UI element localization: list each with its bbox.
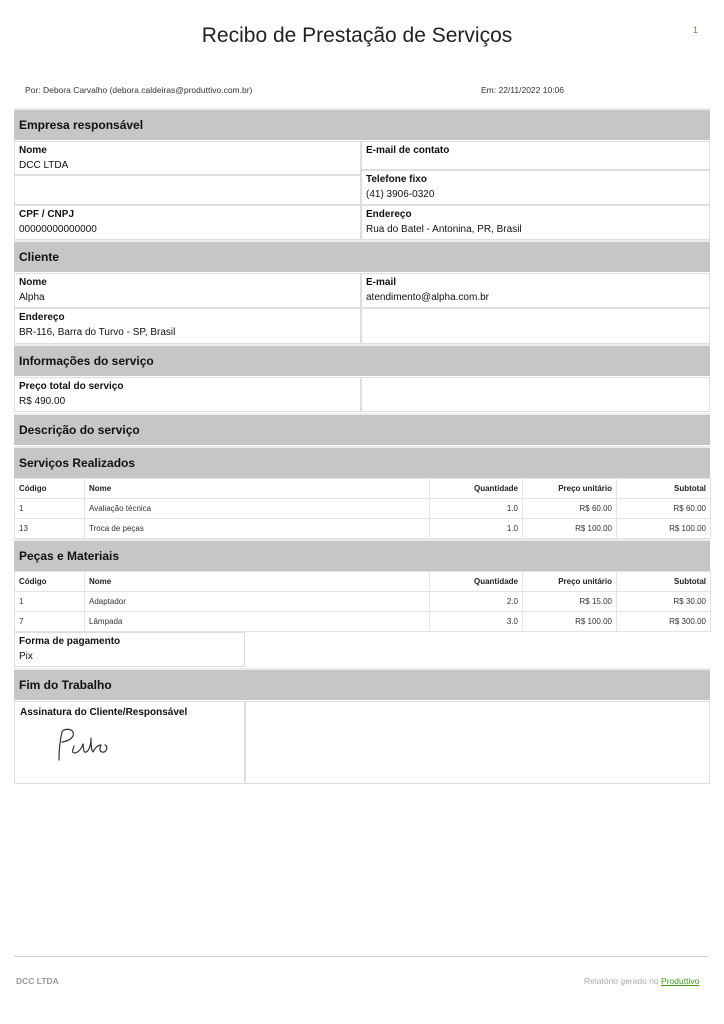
payment-label: Forma de pagamento <box>19 636 121 647</box>
cell-subtotal: R$ 60.00 <box>617 499 711 519</box>
company-email-cell <box>361 141 710 170</box>
table-row <box>15 592 711 612</box>
col-subtotal: Subtotal <box>617 479 711 499</box>
cell-unit-price: R$ 15.00 <box>523 592 617 612</box>
cell-subtotal: R$ 100.00 <box>617 519 711 539</box>
client-email-cell <box>361 273 710 308</box>
services-table <box>14 478 711 539</box>
service-price-cell <box>14 377 361 412</box>
col-name: Nome <box>85 572 430 592</box>
parts-table <box>14 571 711 632</box>
client-email-label: E-mail <box>366 277 397 288</box>
footer-company: DCC LTDA <box>16 976 59 986</box>
table-row <box>15 519 711 539</box>
cell-quantity: 2.0 <box>430 592 523 612</box>
service-info-section-header: Informações do serviço <box>14 344 710 376</box>
company-doc-value: 00000000000000 <box>19 224 97 235</box>
signature-label: Assinatura do Cliente/Responsável <box>20 707 188 718</box>
date-line: Em: 22/11/2022 10:06 <box>481 85 565 95</box>
company-section-header: Empresa responsável <box>14 108 710 140</box>
cell-code: 1 <box>15 592 85 612</box>
client-section-header: Cliente <box>14 240 710 272</box>
company-name-cell <box>14 141 361 175</box>
cell-name: Lâmpada <box>85 612 430 632</box>
client-name-cell <box>14 273 361 308</box>
services-section-header: Serviços Realizados <box>14 446 710 478</box>
col-quantity: Quantidade <box>430 572 523 592</box>
col-unit-price: Preço unitário <box>523 479 617 499</box>
client-empty-cell <box>361 308 710 344</box>
col-quantity: Quantidade <box>430 479 523 499</box>
company-phone-cell <box>361 170 710 205</box>
service-price-value: R$ 490.00 <box>19 396 66 407</box>
client-name-label: Nome <box>19 277 47 288</box>
table-row <box>15 499 711 519</box>
cell-quantity: 3.0 <box>430 612 523 632</box>
cell-name: Avaliação técnica <box>85 499 430 519</box>
signature-image <box>53 726 133 766</box>
signature-cell <box>14 701 245 784</box>
company-name-spacer <box>14 175 361 205</box>
col-unit-price: Preço unitário <box>523 572 617 592</box>
payment-value: Pix <box>19 651 33 662</box>
cell-name: Troca de peças <box>85 519 430 539</box>
col-code: Código <box>15 479 85 499</box>
cell-subtotal: R$ 30.00 <box>617 592 711 612</box>
col-subtotal: Subtotal <box>617 572 711 592</box>
company-phone-label: Telefone fixo <box>366 174 427 185</box>
cell-unit-price: R$ 100.00 <box>523 519 617 539</box>
produttivo-link[interactable]: Produttivo <box>661 976 700 986</box>
cell-subtotal: R$ 300.00 <box>617 612 711 632</box>
payment-cell <box>14 632 245 667</box>
company-doc-label: CPF / CNPJ <box>19 209 75 220</box>
col-code: Código <box>15 572 85 592</box>
cell-unit-price: R$ 60.00 <box>523 499 617 519</box>
company-address-cell <box>361 205 710 240</box>
company-name-label: Nome <box>19 145 47 156</box>
table-row <box>15 612 711 632</box>
company-doc-cell <box>14 205 361 240</box>
company-phone-value: (41) 3906-0320 <box>366 189 435 200</box>
service-price-label: Preço total do serviço <box>19 381 124 392</box>
parts-header-row <box>15 572 711 592</box>
client-address-cell <box>14 308 361 344</box>
cell-quantity: 1.0 <box>430 519 523 539</box>
company-address-label: Endereço <box>366 209 412 220</box>
description-section-header: Descrição do serviço <box>14 413 710 445</box>
client-address-value: BR-116, Barra do Turvo - SP, Brasil <box>19 327 176 338</box>
company-name-value: DCC LTDA <box>19 160 69 171</box>
cell-code: 1 <box>15 499 85 519</box>
footer-divider <box>14 956 708 957</box>
col-name: Nome <box>85 479 430 499</box>
page-title: Recibo de Prestação de Serviços <box>201 24 513 47</box>
company-email-label: E-mail de contato <box>366 145 450 156</box>
client-address-label: Endereço <box>19 312 65 323</box>
page-number: 1 <box>693 25 699 35</box>
end-section-header: Fim do Trabalho <box>14 668 710 700</box>
client-name-value: Alpha <box>19 292 45 303</box>
client-email-value: atendimento@alpha.com.br <box>366 292 489 303</box>
cell-quantity: 1.0 <box>430 499 523 519</box>
signature-empty-cell <box>245 701 710 784</box>
footer-generated <box>584 976 699 986</box>
cell-code: 7 <box>15 612 85 632</box>
company-address-value: Rua do Batel - Antonina, PR, Brasil <box>366 224 522 235</box>
cell-code: 13 <box>15 519 85 539</box>
cell-name: Adaptador <box>85 592 430 612</box>
services-header-row <box>15 479 711 499</box>
cell-unit-price: R$ 100.00 <box>523 612 617 632</box>
service-empty-cell <box>361 377 710 412</box>
author-line: Por: Debora Carvalho (debora.caldeiras@produttivo.com.br) <box>25 85 253 95</box>
footer-generated-prefix: Relatório gerado no <box>584 976 659 986</box>
parts-section-header: Peças e Materiais <box>14 539 710 571</box>
